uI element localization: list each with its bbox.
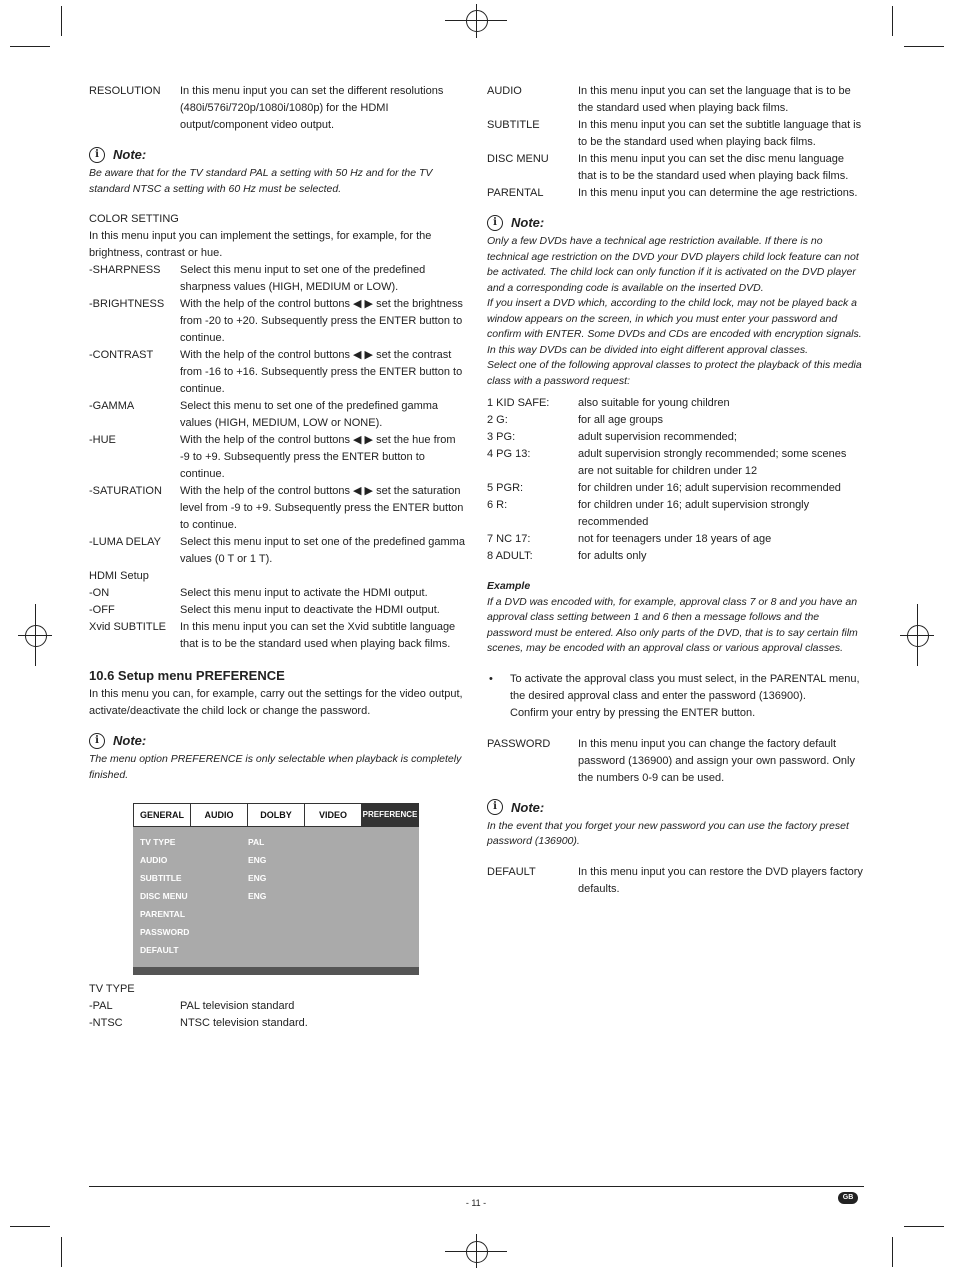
crop-mark [892, 1237, 893, 1267]
menu-row-label: AUDIO [140, 855, 168, 865]
menu-row [133, 869, 419, 887]
description: In this menu input you can determine the age restrictions. [578, 187, 858, 199]
term: SUBTITLE [487, 119, 540, 131]
description: Select this menu input to deactivate the HDMI output. [180, 604, 440, 616]
preference-item [487, 151, 865, 185]
term: -SATURATION [89, 485, 162, 497]
tv-type-title: TV TYPE [89, 983, 135, 995]
info-icon: i [487, 215, 503, 231]
crop-mark [904, 1226, 944, 1227]
footer-rule [89, 1186, 864, 1187]
hdmi-list [89, 585, 467, 653]
term: -CONTRAST [89, 349, 154, 361]
menu-row [133, 833, 419, 851]
right-column [487, 83, 865, 898]
term: AUDIO [487, 85, 522, 97]
term: -PAL [89, 1000, 113, 1012]
info-icon: i [89, 147, 105, 163]
note-text: The menu option PREFERENCE is only selectable when playback is completely finished. [89, 753, 462, 781]
description: With the help of the control buttons ◀ ▶ set the brightness from -20 to +20. Subsequently press the ENTER button to continue. [180, 298, 463, 344]
approval-class-item [487, 480, 865, 497]
preference-item [487, 185, 865, 202]
section-title: 10.6 Setup menu PREFERENCE [89, 668, 285, 683]
tv-type-item [89, 1015, 467, 1032]
registration-line [445, 20, 507, 21]
tv-type-list [89, 998, 467, 1032]
description: NTSC television standard. [180, 1017, 308, 1029]
note-heading [487, 214, 865, 231]
hdmi-item [89, 619, 467, 653]
menu-row-value: ENG [248, 873, 267, 883]
term: 1 KID SAFE: [487, 397, 550, 409]
registration-line [476, 4, 477, 38]
term: PARENTAL [487, 187, 544, 199]
description: Select this menu to set one of the predefined gamma values (HIGH, MEDIUM, LOW or NONE). [180, 400, 439, 429]
bullet-dot: • [489, 672, 493, 685]
note-text-2: If you insert a DVD which, according to the child lock, may not be played back a window appears on the screen, in which you must enter your password and confirm with ENTER. Some DVDs and CDs are encoded with encryption signals. In this way DVDs can be divided into eight different approval classes. [487, 297, 862, 356]
menu-row [133, 887, 419, 905]
color-setting-item [89, 483, 467, 534]
crop-mark [904, 46, 944, 47]
preference-menu-screenshot [133, 803, 419, 975]
menu-row [133, 905, 419, 923]
description: In this menu input you can set the different resolutions (480i/576i/720p/1080i/1080p) for the HDMI output/component video output. [180, 85, 444, 131]
description: In this menu input you can restore the DVD players factory defaults. [578, 865, 863, 895]
approval-class-list [487, 395, 865, 565]
info-icon: i [487, 799, 503, 815]
menu-row-value: ENG [248, 855, 267, 865]
color-setting-title: COLOR SETTING [89, 213, 179, 225]
left-column [89, 83, 467, 1032]
menu-tab: VIDEO [305, 804, 362, 826]
description: With the help of the control buttons ◀ ▶ set the hue from -9 to +9. Subsequently press the ENTER button to continue. [180, 434, 456, 480]
note-heading [487, 799, 865, 816]
bullet-text: To activate the approval class you must select, in the PARENTAL menu, the desired approval class and enter the password (136900). [510, 672, 860, 702]
tv-type-item [89, 998, 467, 1015]
term: -HUE [89, 434, 116, 446]
approval-class-item [487, 429, 865, 446]
approval-class-item [487, 412, 865, 429]
bullet-item [487, 671, 865, 722]
term: 5 PGR: [487, 482, 524, 494]
description: not for teenagers under 18 years of age [578, 533, 772, 545]
description: adult supervision strongly recommended; some scenes are not suitable for children under 12 [578, 448, 847, 477]
crop-mark [61, 6, 62, 36]
description: for children under 16; adult supervision strongly recommended [578, 499, 810, 528]
approval-class-item [487, 531, 865, 548]
color-setting-item [89, 398, 467, 432]
description: With the help of the control buttons ◀ ▶ set the saturation level from -9 to +9. Subsequently press the ENTER button to continue. [180, 485, 464, 531]
term: -LUMA DELAY [89, 536, 161, 548]
term: RESOLUTION [89, 85, 161, 97]
note-text-3: Select one of the following approval classes to protect the playback of this media class with a password request: [487, 359, 862, 387]
password-entry [487, 736, 865, 787]
note-text: Only a few DVDs have a technical age restriction available. If there is no technical age restriction on the DVD your DVD players child lock feature can not be activated. The child lock can only function if it is activated on the DVD player and a corresponding code is available on the inserted DVD. [487, 235, 859, 294]
term: PASSWORD [487, 737, 551, 750]
hdmi-title: HDMI Setup [89, 570, 149, 582]
term: 4 PG 13: [487, 448, 531, 460]
description: for children under 16; adult supervision recommended [578, 482, 841, 494]
registration-line [900, 635, 934, 636]
menu-rows [133, 827, 419, 959]
language-badge: GB [838, 1192, 858, 1204]
menu-bottom-bar [133, 967, 419, 975]
approval-class-item [487, 395, 865, 412]
menu-row-label: TV TYPE [140, 837, 176, 847]
term: DISC MENU [487, 153, 549, 165]
bullet-text-2: Confirm your entry by pressing the ENTER button. [510, 706, 756, 719]
menu-row-value: PAL [248, 837, 265, 847]
approval-class-item [487, 497, 865, 531]
note-heading [89, 732, 467, 749]
term: -GAMMA [89, 400, 135, 412]
menu-row [133, 923, 419, 941]
term: -BRIGHTNESS [89, 298, 165, 310]
term: 3 PG: [487, 431, 516, 443]
menu-row-label: PARENTAL [140, 909, 186, 919]
term: -NTSC [89, 1017, 123, 1029]
approval-class-item [487, 446, 865, 480]
description: In this menu input you can set the Xvid subtitle language that is to be the standard used when playing back films. [180, 621, 456, 650]
term: 7 NC 17: [487, 533, 531, 545]
term: Xvid SUBTITLE [89, 621, 167, 633]
crop-mark [892, 6, 893, 36]
description: With the help of the control buttons ◀ ▶ set the contrast from -16 to +16. Subsequently press the ENTER button to continue. [180, 349, 463, 395]
hdmi-item [89, 585, 467, 602]
note-text: Be aware that for the TV standard PAL a setting with 50 Hz and for the TV standard NTSC a setting with 60 Hz must be selected. [89, 167, 433, 195]
registration-mark [25, 625, 47, 647]
term: -ON [89, 587, 110, 599]
menu-tab: DOLBY [248, 804, 305, 826]
note-title: Note: [511, 799, 545, 815]
hdmi-item [89, 602, 467, 619]
menu-row-label: DISC MENU [140, 891, 188, 901]
crop-mark [61, 1237, 62, 1267]
default-entry [487, 864, 865, 898]
page-number: - 11 - [465, 1198, 487, 1208]
color-setting-item [89, 296, 467, 347]
resolution-entry [89, 83, 467, 134]
description: In this menu input you can change the factory default password (136900) and assign your own password. Only the numbers 0-9 can be used. [578, 737, 855, 784]
term: -OFF [89, 604, 115, 616]
color-setting-list [89, 262, 467, 568]
preference-item [487, 117, 865, 151]
crop-mark [10, 1226, 50, 1227]
menu-row-label: PASSWORD [140, 927, 190, 937]
preference-item [487, 83, 865, 117]
color-setting-item [89, 347, 467, 398]
menu-row-label: DEFAULT [140, 945, 179, 955]
menu-tab: PREFERENCE [362, 804, 418, 826]
description: In this menu input you can set the disc menu language that is to be the standard used when playing back films. [578, 153, 849, 182]
registration-mark [466, 10, 488, 32]
preference-items [487, 83, 865, 202]
menu-row [133, 941, 419, 959]
note-title: Note: [113, 733, 147, 748]
description: adult supervision recommended; [578, 431, 737, 443]
menu-row [133, 851, 419, 869]
term: -SHARPNESS [89, 264, 161, 276]
description: In this menu input you can set the language that is to be the standard used when playing back films. [578, 85, 851, 114]
color-setting-item [89, 432, 467, 483]
color-setting-intro: In this menu input you can implement the settings, for example, for the brightness, contrast or hue. [89, 230, 432, 259]
note-heading [89, 146, 467, 163]
color-setting-item [89, 534, 467, 568]
term: 2 G: [487, 414, 508, 426]
description: Select this menu input to set one of the predefined sharpness values (HIGH, MEDIUM or LOW). [180, 264, 426, 293]
term: 6 R: [487, 499, 508, 511]
term: DEFAULT [487, 865, 536, 878]
menu-row-value: ENG [248, 891, 267, 901]
approval-class-item [487, 548, 865, 565]
menu-tab: GENERAL [134, 804, 191, 826]
description: PAL television standard [180, 1000, 295, 1012]
registration-line [445, 1251, 507, 1252]
example-text: If a DVD was encoded with, for example, approval class 7 or 8 and you have an approval class setting between 1 and 6 then a message follows and the password must be entered. Also only parts of the DVD, that is to say certain film scenes, may be encoded with an approval class or various approval classes. [487, 595, 858, 654]
note-title: Note: [113, 147, 147, 162]
description: Select this menu input to activate the HDMI output. [180, 587, 428, 599]
section-intro: In this menu you can, for example, carry out the settings for the video output, activate/deactivate the child lock or change the password. [89, 688, 463, 717]
note-title: Note: [511, 215, 545, 230]
menu-row-label: SUBTITLE [140, 873, 182, 883]
note-text: In the event that you forget your new password you can use the factory preset password (136900). [487, 819, 849, 847]
description: Select this menu input to set one of the predefined gamma values (0 T or 1 T). [180, 536, 465, 565]
registration-line [18, 635, 52, 636]
info-icon: i [89, 733, 105, 749]
description: for all age groups [578, 414, 663, 426]
term: 8 ADULT: [487, 550, 533, 562]
registration-mark [466, 1241, 488, 1263]
description: for adults only [578, 550, 647, 562]
description: In this menu input you can set the subtitle language that is to be the standard used when playing back films. [578, 119, 862, 148]
menu-tabs [133, 803, 419, 827]
example-title: Example [487, 580, 531, 592]
menu-tab: AUDIO [191, 804, 248, 826]
crop-mark [10, 46, 50, 47]
description: also suitable for young children [578, 397, 730, 409]
registration-mark [907, 625, 929, 647]
color-setting-item [89, 262, 467, 296]
